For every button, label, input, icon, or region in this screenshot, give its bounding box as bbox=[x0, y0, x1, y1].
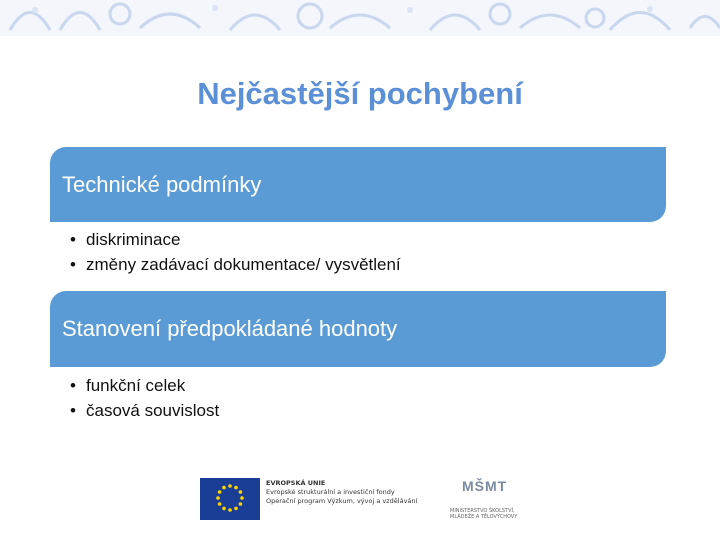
list-item-text: časová souvislost bbox=[86, 401, 220, 420]
footer-logos bbox=[200, 474, 530, 524]
bullet-icon: • bbox=[70, 376, 76, 395]
banner-pattern bbox=[0, 0, 720, 36]
list-item-text: změny zadávací dokumentace/ vysvětlení bbox=[86, 255, 401, 274]
list-item bbox=[70, 398, 219, 423]
msmt-logo-text bbox=[450, 508, 517, 520]
bullet-list-technical-conditions bbox=[70, 227, 401, 277]
bullet-icon: • bbox=[70, 230, 76, 249]
eu-flag-icon bbox=[200, 478, 260, 520]
msmt-logo-line: MINISTERSTVO ŠKOLSTVÍ, bbox=[450, 508, 515, 514]
eu-logo-line: EVROPSKÁ UNIE bbox=[266, 479, 326, 487]
slide-title: Nejčastější pochybení bbox=[197, 76, 523, 111]
list-item bbox=[70, 252, 401, 277]
section-header-technical-conditions bbox=[50, 147, 666, 222]
eu-logo-line: Operační program Výzkum, vývoj a vzdělávání bbox=[266, 497, 418, 505]
msmt-logo bbox=[450, 474, 530, 524]
msmt-logo-mark: MŠMT bbox=[462, 478, 508, 494]
eu-logo-line: Evropské strukturální a investiční fondy bbox=[266, 488, 395, 496]
msmt-logo-line: MLÁDEŽE A TĚLOVÝCHOVY bbox=[450, 514, 518, 520]
eu-logo-text bbox=[266, 479, 417, 506]
bullet-icon: • bbox=[70, 255, 76, 274]
section-header-estimated-value bbox=[50, 291, 666, 367]
list-item-text: funkční celek bbox=[86, 376, 186, 395]
list-item bbox=[70, 373, 219, 398]
section-heading: Technické podmínky bbox=[62, 171, 262, 197]
decorative-banner bbox=[0, 0, 720, 36]
bullet-icon: • bbox=[70, 401, 76, 420]
list-item bbox=[70, 227, 401, 252]
bullet-list-estimated-value bbox=[70, 373, 219, 423]
section-heading: Stanovení předpokládané hodnoty bbox=[62, 316, 398, 341]
list-item-text: diskriminace bbox=[86, 230, 181, 249]
